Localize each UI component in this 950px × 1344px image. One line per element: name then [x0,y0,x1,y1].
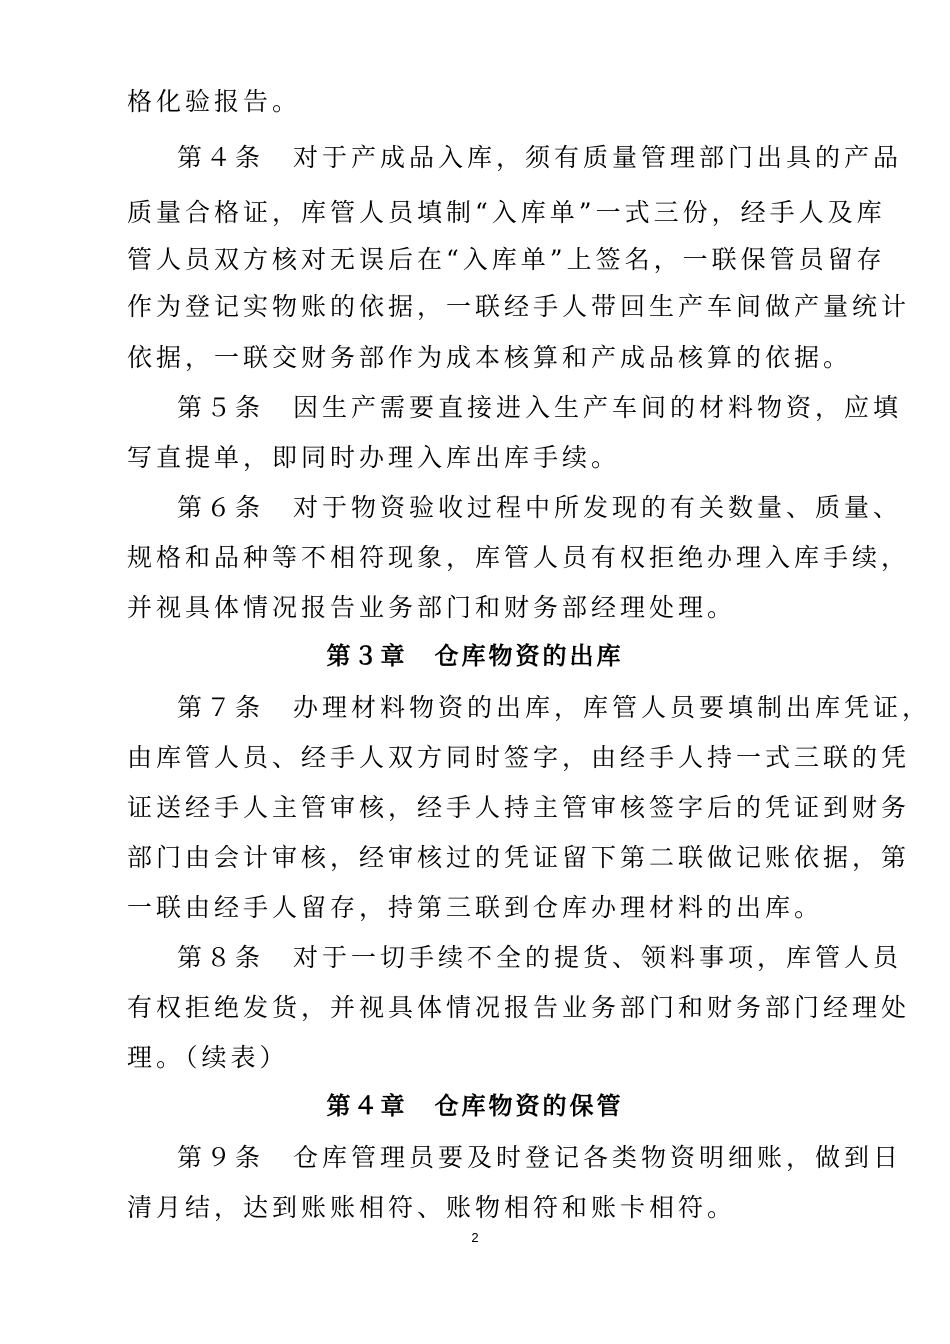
text-line: 理。（续表） [127,1043,289,1072]
article-4-line: 第４条 对于产成品入库，须有质量管理部门出具的产品 [177,143,903,172]
chapter-3-heading: 第３章 仓库物资的出库 [326,642,624,670]
text-line: 依据，一联交财务部作为成本核算和产成品核算的依据。 [127,343,853,372]
text-line: 规格和品种等不相符现象，库管人员有权拒绝办理入库手续， [127,543,911,572]
text-line: 写直提单，即同时办理入库出库手续。 [127,443,621,472]
text-line: 清月结，达到账账相符、账物相符和账卡相符。 [127,1193,737,1222]
text-line: 格化验报告。 [127,87,302,116]
chapter-4-heading: 第４章 仓库物资的保管 [326,1092,624,1120]
text-line: 证送经手人主管审核，经手人持主管审核签字后的凭证到财务 [127,793,911,822]
article-6-line: 第６条 对于物资验收过程中所发现的有关数量、质量、 [177,493,903,522]
text-line: 有权拒绝发货，并视具体情况报告业务部门和财务部门经理处 [127,993,911,1022]
article-7-line: 第７条 办理材料物资的出库，库管人员要填制出库凭证， [177,693,932,722]
article-9-line: 第９条 仓库管理员要及时登记各类物资明细账，做到日 [177,1143,903,1172]
text-line: 一联由经手人留存，持第三联到仓库办理材料的出库。 [127,893,824,922]
text-line: 并视具体情况报告业务部门和财务部经理处理。 [127,593,737,622]
text-line: 管人员双方核对无误后在“入库单”上签名，一联保管员留存 [127,245,886,274]
article-5-line: 第５条 因生产需要直接进入生产车间的材料物资，应填 [177,393,903,422]
text-line: 由库管人员、经手人双方同时签字，由经手人持一式三联的凭 [127,743,911,772]
text-line: 作为登记实物账的依据，一联经手人带回生产车间做产量统计 [127,292,911,321]
text-line: 部门由会计审核，经审核过的凭证留下第二联做记账依据，第 [127,843,911,872]
page-number: 2 [471,1230,479,1245]
text-line: 质量合格证，库管人员填制“入库单”一式三份，经手人及库 [127,198,886,227]
article-8-line: 第８条 对于一切手续不全的提货、领料事项，库管人员 [177,943,903,972]
